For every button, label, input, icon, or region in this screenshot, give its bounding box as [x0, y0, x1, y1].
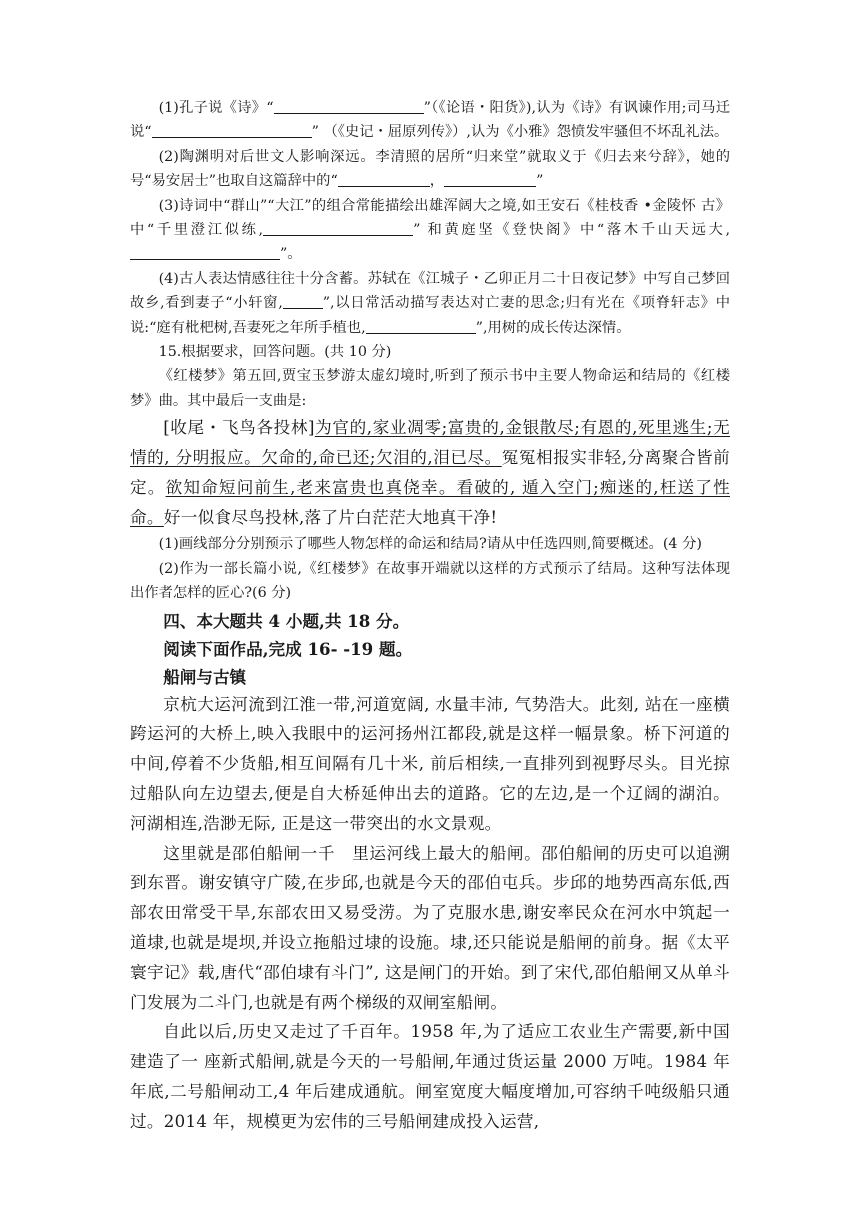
text-run: ” [536, 173, 544, 190]
text-run: ” （《史记・屈原列传》）,认为《小雅》怨愤发牢骚但不坏乱礼法。 [311, 124, 729, 141]
text-run: ”。 [280, 246, 302, 263]
article-paragraph: 自此以后,历史又走过了千百年。1958 年,为了适应工农业生产需要,新中国建造了一 座新式船闸,就是今天的一号船闸,年通过货运量 2000 万吨。1984 年年底,二号船闸动工,4 年后建成通航。闸室宽度大幅度增加,可容纳千吨级船只通过。2014 年，规模更为宏伟的三号船闸建成投入运营, [130, 1022, 730, 1131]
question-15-intro: 《红楼梦》第五回,贾宝玉梦游太虚幻境时,听到了预示书中主要人物命运和结局的《红楼梦》曲。其中最后一支曲是: [130, 368, 730, 409]
answer-blank[interactable] [274, 99, 424, 114]
question-14-2 [130, 145, 730, 194]
answer-blank[interactable] [152, 123, 312, 138]
underlined-lines: 欲知命短问前生,老来富贵也真侥幸。看破的, 遁入空门;痴迷的,枉送了性命。 [130, 477, 730, 527]
section-instruction: 阅读下面作品,完成 16- -19 题。 [163, 638, 413, 659]
text-run: (3)诗词中“群山”“大江”的组合常能描绘出雄浑阔大之境,如王安石《桂枝香 •金陵怀 古》中“千里澄江似练, [130, 197, 730, 239]
question-14-4 [130, 267, 730, 340]
question-15-title: 15.根据要求，回答问题。(共 10 分) [158, 344, 392, 361]
song-line: 冤冤相报实非轻,分离聚合皆前定。 [130, 448, 730, 497]
question-14-1 [130, 96, 730, 145]
answer-blank[interactable] [366, 319, 476, 334]
answer-blank[interactable] [130, 245, 280, 260]
text-run: (2)陶渊明对后世文人影响深远。李清照的居所“归来堂”就取义于《归去来兮辞》，她的号“易安居士”也取自这篇辞中的“ [130, 148, 730, 190]
answer-blank[interactable] [444, 172, 536, 187]
article-title: 船闸与古镇 [163, 666, 247, 687]
text-run: ”,用树的成长传达深情。 [475, 319, 631, 336]
answer-blank[interactable] [338, 172, 430, 187]
question-14-3 [130, 194, 730, 267]
text-run: (4)古人表达情感往往十分含蓄。苏轼在《江城子・乙卯正月二十日夜记梦》中写自己梦回故乡,看到妻子“小轩窗, [130, 270, 730, 312]
text-run: ” 和黄庭坚《登快阁》中“落木千山天远大, [413, 222, 730, 239]
text-run: ， [429, 173, 445, 190]
answer-blank[interactable] [283, 294, 323, 309]
text-run: ”（《论语・阳货》),认为《诗》有讽谏作用;司马迁说“ [130, 100, 730, 141]
article-paragraph: 京杭大运河流到江淮一带,河道宽阔, 水量丰沛, 气势浩大。此刻, 站在一座横跨运河的大桥上,映入我眼中的运河扬州江都段,就是这样一幅景象。桥下河道的中间,停着不少货船,相互间隔有几十米, 前后相续,一直排列到视野尽头。目光掠过船队向左边望去,便是自大桥延伸出去的道路。它的左边,是一个辽阔的湖泊。河湖相连,浩渺无际, 正是这一带突出的水文景观。 [130, 694, 730, 833]
article-paragraph: 这里就是邵伯船闸一千 里运河线上最大的船闸。邵伯船闸的历史可以追溯到东晋。谢安镇守广陵,在步邱,也就是今天的邵伯屯兵。步邱的地势西高东低,西部农田常受干旱,东部农田又易受涝。为了克服水患,谢安率民众在河水中筑起一道埭,也就是堤坝,并设立拖船过埭的设施。埭,还只能说是船闸的前身。据《太平寰宇记》载,唐代“邵伯埭有斗门”, 这是闸门的开始。到了宋代,邵伯船闸又从单斗门发展为二斗门,也就是有两个梯级的双闸室船闸。 [130, 843, 730, 1012]
song-line: 好一似食尽鸟投林,落了片白茫茫大地真干净! [163, 507, 498, 527]
page-content [130, 96, 730, 1137]
section-heading: 四、本大题共 4 小题,共 18 分。 [163, 610, 410, 631]
text-run: (1)孔子说《诗》“ [158, 100, 274, 116]
red-mansion-song [130, 413, 730, 532]
question-15-1: (1)画线部分分别预示了哪些人物怎样的命运和结局?请从中任选四则,简要概述。(4 分) [158, 536, 702, 553]
question-15-2: (2)作为一部长篇小说,《红楼梦》在故事开端就以这样的方式预示了结局。这种写法体现 出作者怎样的匠心?(6 分) [130, 560, 730, 602]
text-run: ”,以日常活动描写表达对亡妻的思念;归有光在《项脊轩志》中说:“庭有枇杷树,吾妻死之年所手植也, [130, 295, 730, 336]
answer-blank[interactable] [263, 221, 413, 236]
underlined-lines: 为官的,家业凋零;富贵的,金银散尽;有恩的,死里逃生;无情的, 分明报应。欠命的,命已还;欠泪的,泪已尽。 [130, 418, 731, 468]
song-title: [收尾・飞鸟各投林] [163, 418, 315, 438]
